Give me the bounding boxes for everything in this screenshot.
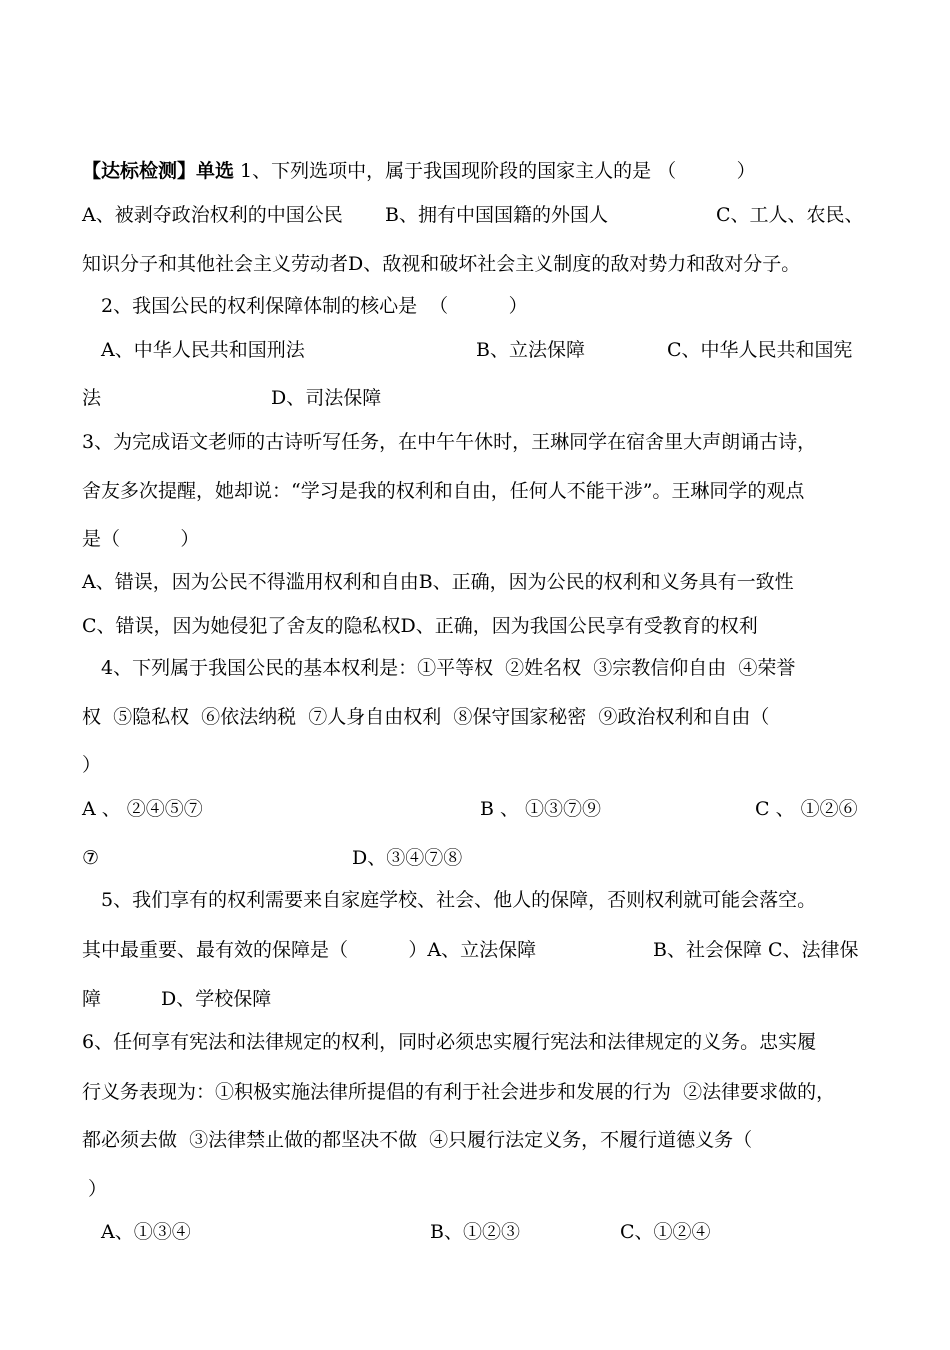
question-4-line-1: 4、下列属于我国公民的基本权利是：①平等权 ②姓名权 ③宗教信仰自由 ④荣誉 [101, 657, 796, 679]
question-2-stem: 2、我国公民的权利保障体制的核心是 （ ） [101, 295, 528, 317]
question-6-line-1: 6、任何享有宪法和法律规定的权利，同时必须忠实履行宪法和法律规定的义务。忠实履 [82, 1031, 817, 1053]
q4-option-a: A 、 ②④⑤⑦ [82, 798, 203, 820]
question-1-stem-line [82, 159, 756, 183]
q3-options-ab: A、错误，因为公民不得滥用权利和自由B、正确，因为公民的权利和义务具有一致性 [82, 571, 794, 593]
q4-option-c-continued: ⑦ [82, 847, 100, 869]
q6-option-c: C、①②④ [620, 1221, 711, 1243]
q2-option-c: C、中华人民共和国宪 [667, 339, 853, 361]
question-6-line-4: ） [88, 1178, 108, 1200]
question-4-line-2: 权 ⑤隐私权 ⑥依法纳税 ⑦人身自由权利 ⑧保守国家秘密 ⑨政治权利和自由（ [82, 706, 770, 728]
q2-option-d: D、司法保障 [271, 387, 382, 409]
q6-option-a: A、①③④ [101, 1221, 191, 1243]
q4-option-b: B 、 ①③⑦⑨ [480, 798, 602, 820]
question-1-stem: 1、下列选项中，属于我国现阶段的国家主人的是 （ ） [234, 160, 756, 182]
q5-option-d: D、学校保障 [161, 988, 272, 1010]
q3-options-cd: C、错误，因为她侵犯了舍友的隐私权D、正确，因为我国公民享有受教育的权利 [82, 615, 758, 637]
question-4-line-3: ） [82, 754, 102, 776]
q2-option-b: B、立法保障 [476, 339, 585, 361]
question-5-line-1: 5、我们享有的权利需要来自家庭学校、社会、他人的保障，否则权利就可能会落空。 [101, 889, 817, 911]
q1-option-a: A、被剥夺政治权利的中国公民 [82, 204, 343, 226]
q1-options-line-2: 知识分子和其他社会主义劳动者D、敌视和破坏社会主义制度的敌对势力和敌对分子。 [82, 253, 801, 275]
question-6-line-2: 行义务表现为：①积极实施法律所提倡的有利于社会进步和发展的行为 ②法律要求做的， [82, 1081, 836, 1103]
section-heading: 【达标检测】单选 [82, 160, 235, 182]
q6-option-b: B、①②③ [430, 1221, 520, 1243]
q4-option-d: D、③④⑦⑧ [352, 847, 463, 869]
q1-option-b: B、拥有中国国籍的外国人 [385, 204, 608, 226]
q2-option-c-continued: 法 [82, 387, 102, 409]
question-3-line-2: 舍友多次提醒，她却说：“学习是我的权利和自由，任何人不能干涉”。王琳同学的观点 [82, 480, 805, 502]
question-3-line-3: 是（ ） [82, 528, 200, 550]
question-5-line-2: 其中最重要、最有效的保障是（ ）A、立法保障 [82, 939, 537, 961]
q1-option-c: C、工人、农民、 [716, 204, 864, 226]
q5-option-c-continued: 障 [82, 988, 102, 1010]
question-6-line-3: 都必须去做 ③法律禁止做的都坚决不做 ④只履行法定义务，不履行道德义务（ [82, 1129, 753, 1151]
q4-option-c: C 、 ①②⑥ [755, 798, 858, 820]
question-3-line-1: 3、为完成语文老师的古诗听写任务，在中午午休时，王琳同学在宿舍里大声朗诵古诗， [82, 431, 817, 453]
q5-options-bc: B、社会保障 C、法律保 [653, 939, 859, 961]
q2-option-a: A、中华人民共和国刑法 [101, 339, 305, 361]
